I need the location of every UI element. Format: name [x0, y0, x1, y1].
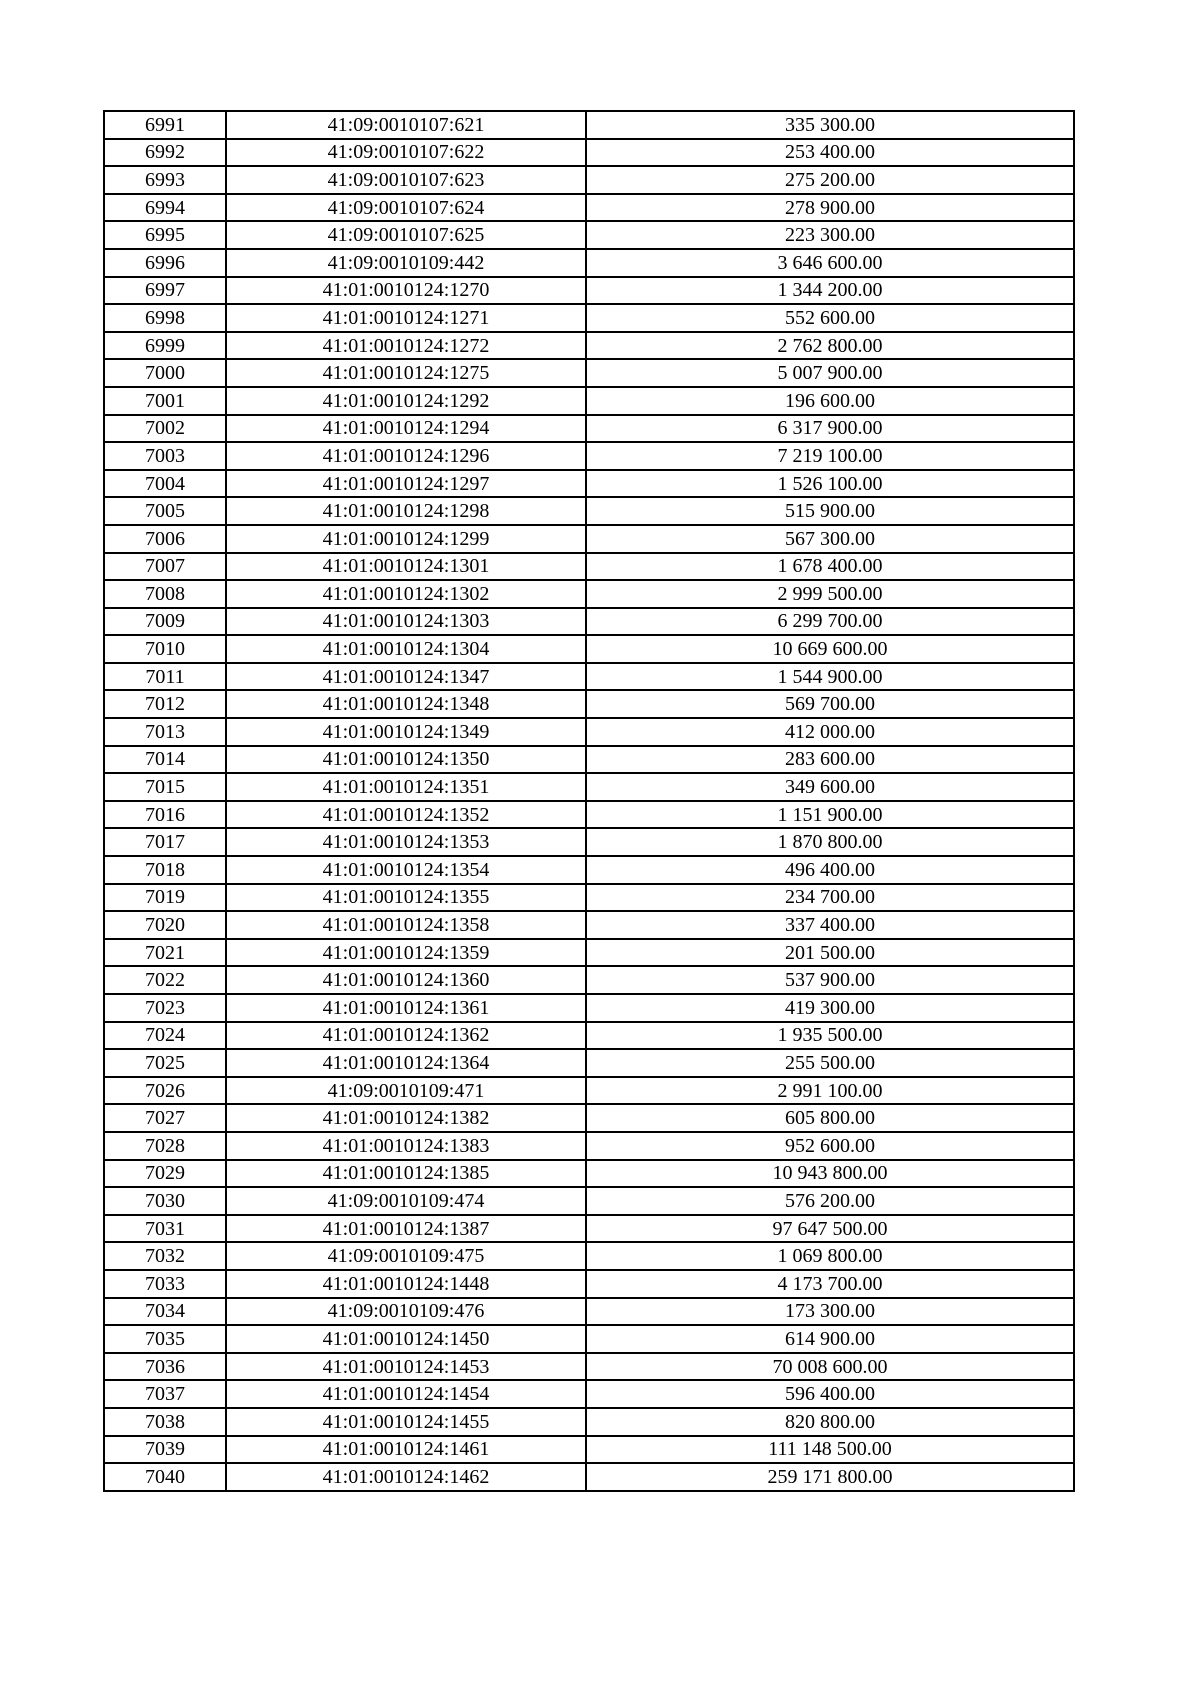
row-number-cell: 7011	[104, 663, 226, 691]
cadastral-number-cell: 41:01:0010124:1299	[226, 525, 586, 553]
cadastral-number-cell: 41:01:0010124:1297	[226, 470, 586, 498]
row-number-cell: 7004	[104, 470, 226, 498]
cadastral-number-cell: 41:09:0010109:475	[226, 1242, 586, 1270]
row-number-cell: 7010	[104, 635, 226, 663]
cadastral-number-cell: 41:01:0010124:1351	[226, 773, 586, 801]
cadastral-number-cell: 41:01:0010124:1387	[226, 1215, 586, 1243]
cadastral-number-cell: 41:09:0010107:625	[226, 221, 586, 249]
cadastral-number-cell: 41:01:0010124:1362	[226, 1022, 586, 1050]
cadastral-value-cell: 1 526 100.00	[586, 470, 1074, 498]
cadastral-number-cell: 41:01:0010124:1455	[226, 1408, 586, 1436]
cadastral-number-cell: 41:01:0010124:1353	[226, 828, 586, 856]
cadastral-value-cell: 5 007 900.00	[586, 359, 1074, 387]
cadastral-number-cell: 41:01:0010124:1358	[226, 911, 586, 939]
table-row	[104, 994, 1074, 1022]
row-number-cell: 7013	[104, 718, 226, 746]
table-row	[104, 580, 1074, 608]
cadastral-value-cell: 537 900.00	[586, 966, 1074, 994]
cadastral-value-cell: 223 300.00	[586, 221, 1074, 249]
table-row	[104, 1463, 1074, 1491]
row-number-cell: 7039	[104, 1436, 226, 1464]
table-row	[104, 497, 1074, 525]
table-row	[104, 939, 1074, 967]
cadastral-number-cell: 41:01:0010124:1385	[226, 1160, 586, 1188]
cadastral-number-cell: 41:01:0010124:1355	[226, 884, 586, 912]
table-row	[104, 966, 1074, 994]
table-row	[104, 1242, 1074, 1270]
cadastral-number-cell: 41:01:0010124:1301	[226, 553, 586, 581]
table-row	[104, 746, 1074, 774]
cadastral-value-cell: 576 200.00	[586, 1187, 1074, 1215]
table-row	[104, 304, 1074, 332]
table-row	[104, 553, 1074, 581]
cadastral-value-cell: 6 299 700.00	[586, 608, 1074, 636]
row-number-cell: 7031	[104, 1215, 226, 1243]
cadastral-value-cell: 255 500.00	[586, 1049, 1074, 1077]
cadastral-value-cell: 2 991 100.00	[586, 1077, 1074, 1105]
cadastral-number-cell: 41:01:0010124:1272	[226, 332, 586, 360]
cadastral-value-cell: 952 600.00	[586, 1132, 1074, 1160]
cadastral-number-cell: 41:01:0010124:1303	[226, 608, 586, 636]
row-number-cell: 7038	[104, 1408, 226, 1436]
table-row	[104, 194, 1074, 222]
row-number-cell: 7025	[104, 1049, 226, 1077]
cadastral-value-cell: 596 400.00	[586, 1380, 1074, 1408]
table-row	[104, 1298, 1074, 1326]
cadastral-value-cell: 3 646 600.00	[586, 249, 1074, 277]
table-row	[104, 828, 1074, 856]
cadastral-value-cell: 4 173 700.00	[586, 1270, 1074, 1298]
cadastral-value-cell: 234 700.00	[586, 884, 1074, 912]
row-number-cell: 6992	[104, 139, 226, 167]
cadastral-number-cell: 41:01:0010124:1270	[226, 277, 586, 305]
cadastral-number-cell: 41:09:0010107:621	[226, 111, 586, 139]
cadastral-number-cell: 41:01:0010124:1292	[226, 387, 586, 415]
cadastral-value-cell: 173 300.00	[586, 1298, 1074, 1326]
table-row	[104, 801, 1074, 829]
row-number-cell: 6997	[104, 277, 226, 305]
table-row	[104, 1408, 1074, 1436]
cadastral-value-cell: 1 344 200.00	[586, 277, 1074, 305]
table-row	[104, 221, 1074, 249]
cadastral-number-cell: 41:09:0010109:474	[226, 1187, 586, 1215]
row-number-cell: 7028	[104, 1132, 226, 1160]
cadastral-number-cell: 41:01:0010124:1454	[226, 1380, 586, 1408]
table-row	[104, 470, 1074, 498]
row-number-cell: 7026	[104, 1077, 226, 1105]
cadastral-value-cell: 614 900.00	[586, 1325, 1074, 1353]
row-number-cell: 7035	[104, 1325, 226, 1353]
table-row	[104, 718, 1074, 746]
cadastral-value-cell: 1 935 500.00	[586, 1022, 1074, 1050]
table-row	[104, 635, 1074, 663]
cadastral-number-cell: 41:01:0010124:1364	[226, 1049, 586, 1077]
row-number-cell: 7029	[104, 1160, 226, 1188]
row-number-cell: 7037	[104, 1380, 226, 1408]
row-number-cell: 7027	[104, 1104, 226, 1132]
cadastral-number-cell: 41:01:0010124:1461	[226, 1436, 586, 1464]
table-row	[104, 525, 1074, 553]
cadastral-value-cell: 10 669 600.00	[586, 635, 1074, 663]
cadastral-value-cell: 6 317 900.00	[586, 415, 1074, 443]
table-row	[104, 911, 1074, 939]
row-number-cell: 7000	[104, 359, 226, 387]
table-row	[104, 1104, 1074, 1132]
row-number-cell: 7014	[104, 746, 226, 774]
table-row	[104, 856, 1074, 884]
cadastral-value-cell: 253 400.00	[586, 139, 1074, 167]
row-number-cell: 7003	[104, 442, 226, 470]
table-row	[104, 1270, 1074, 1298]
cadastral-number-cell: 41:01:0010124:1347	[226, 663, 586, 691]
cadastral-number-cell: 41:01:0010124:1360	[226, 966, 586, 994]
row-number-cell: 7007	[104, 553, 226, 581]
table-row	[104, 1022, 1074, 1050]
cadastral-number-cell: 41:01:0010124:1462	[226, 1463, 586, 1491]
cadastral-number-cell: 41:01:0010124:1294	[226, 415, 586, 443]
cadastral-number-cell: 41:01:0010124:1296	[226, 442, 586, 470]
table-row	[104, 690, 1074, 718]
cadastral-number-cell: 41:09:0010107:622	[226, 139, 586, 167]
table-row	[104, 332, 1074, 360]
row-number-cell: 7001	[104, 387, 226, 415]
row-number-cell: 6991	[104, 111, 226, 139]
row-number-cell: 7005	[104, 497, 226, 525]
row-number-cell: 6998	[104, 304, 226, 332]
table-row	[104, 1049, 1074, 1077]
cadastral-value-cell: 111 148 500.00	[586, 1436, 1074, 1464]
cadastral-value-cell: 412 000.00	[586, 718, 1074, 746]
cadastral-value-cell: 70 008 600.00	[586, 1353, 1074, 1381]
table-row	[104, 1353, 1074, 1381]
row-number-cell: 7022	[104, 966, 226, 994]
cadastral-value-cell: 1 151 900.00	[586, 801, 1074, 829]
row-number-cell: 7019	[104, 884, 226, 912]
cadastral-value-cell: 419 300.00	[586, 994, 1074, 1022]
cadastral-number-cell: 41:01:0010124:1350	[226, 746, 586, 774]
row-number-cell: 6995	[104, 221, 226, 249]
table-row	[104, 387, 1074, 415]
row-number-cell: 6996	[104, 249, 226, 277]
row-number-cell: 7034	[104, 1298, 226, 1326]
cadastral-number-cell: 41:01:0010124:1359	[226, 939, 586, 967]
table-row	[104, 663, 1074, 691]
table-row	[104, 608, 1074, 636]
row-number-cell: 7012	[104, 690, 226, 718]
cadastral-number-cell: 41:09:0010109:476	[226, 1298, 586, 1326]
table-row	[104, 442, 1074, 470]
table-row	[104, 1215, 1074, 1243]
row-number-cell: 7040	[104, 1463, 226, 1491]
cadastral-value-cell: 552 600.00	[586, 304, 1074, 332]
row-number-cell: 7008	[104, 580, 226, 608]
cadastral-number-cell: 41:01:0010124:1448	[226, 1270, 586, 1298]
row-number-cell: 7016	[104, 801, 226, 829]
cadastral-value-cell: 7 219 100.00	[586, 442, 1074, 470]
row-number-cell: 7036	[104, 1353, 226, 1381]
cadastral-number-cell: 41:09:0010109:471	[226, 1077, 586, 1105]
cadastral-value-cell: 275 200.00	[586, 166, 1074, 194]
cadastral-value-cell: 569 700.00	[586, 690, 1074, 718]
cadastral-value-cell: 820 800.00	[586, 1408, 1074, 1436]
cadastral-number-cell: 41:01:0010124:1348	[226, 690, 586, 718]
cadastral-value-cell: 2 762 800.00	[586, 332, 1074, 360]
table-row	[104, 1325, 1074, 1353]
cadastral-value-cell: 567 300.00	[586, 525, 1074, 553]
cadastral-number-cell: 41:01:0010124:1382	[226, 1104, 586, 1132]
table-row	[104, 415, 1074, 443]
cadastral-value-cell: 201 500.00	[586, 939, 1074, 967]
table-row	[104, 884, 1074, 912]
table-row	[104, 1187, 1074, 1215]
row-number-cell: 7015	[104, 773, 226, 801]
cadastral-value-cell: 605 800.00	[586, 1104, 1074, 1132]
table-row	[104, 249, 1074, 277]
table-row	[104, 111, 1074, 139]
table-row	[104, 359, 1074, 387]
row-number-cell: 6994	[104, 194, 226, 222]
row-number-cell: 7021	[104, 939, 226, 967]
row-number-cell: 7032	[104, 1242, 226, 1270]
cadastral-number-cell: 41:09:0010107:623	[226, 166, 586, 194]
row-number-cell: 7024	[104, 1022, 226, 1050]
cadastral-number-cell: 41:01:0010124:1349	[226, 718, 586, 746]
cadastral-number-cell: 41:01:0010124:1450	[226, 1325, 586, 1353]
table-body	[104, 111, 1074, 1491]
table-row	[104, 1132, 1074, 1160]
table-row	[104, 773, 1074, 801]
row-number-cell: 7018	[104, 856, 226, 884]
row-number-cell: 6993	[104, 166, 226, 194]
cadastral-value-cell: 496 400.00	[586, 856, 1074, 884]
cadastral-number-cell: 41:01:0010124:1453	[226, 1353, 586, 1381]
row-number-cell: 7002	[104, 415, 226, 443]
cadastral-number-cell: 41:01:0010124:1298	[226, 497, 586, 525]
cadastral-value-cell: 337 400.00	[586, 911, 1074, 939]
cadastral-value-cell: 2 999 500.00	[586, 580, 1074, 608]
row-number-cell: 7017	[104, 828, 226, 856]
cadastral-value-cell: 1 870 800.00	[586, 828, 1074, 856]
table-row	[104, 1077, 1074, 1105]
cadastral-number-cell: 41:01:0010124:1271	[226, 304, 586, 332]
cadastral-number-cell: 41:01:0010124:1383	[226, 1132, 586, 1160]
cadastral-value-cell: 1 678 400.00	[586, 553, 1074, 581]
cadastral-value-cell: 283 600.00	[586, 746, 1074, 774]
table-row	[104, 1380, 1074, 1408]
cadastral-number-cell: 41:01:0010124:1302	[226, 580, 586, 608]
cadastral-number-cell: 41:09:0010107:624	[226, 194, 586, 222]
cadastral-value-cell: 10 943 800.00	[586, 1160, 1074, 1188]
cadastral-number-cell: 41:01:0010124:1275	[226, 359, 586, 387]
cadastral-value-cell: 97 647 500.00	[586, 1215, 1074, 1243]
table-row	[104, 277, 1074, 305]
row-number-cell: 6999	[104, 332, 226, 360]
table-row	[104, 139, 1074, 167]
row-number-cell: 7030	[104, 1187, 226, 1215]
cadastral-number-cell: 41:01:0010124:1352	[226, 801, 586, 829]
table-row	[104, 1436, 1074, 1464]
cadastral-value-cell: 196 600.00	[586, 387, 1074, 415]
row-number-cell: 7009	[104, 608, 226, 636]
cadastral-value-table	[103, 110, 1075, 1492]
row-number-cell: 7020	[104, 911, 226, 939]
cadastral-value-cell: 1 069 800.00	[586, 1242, 1074, 1270]
cadastral-value-cell: 335 300.00	[586, 111, 1074, 139]
table-row	[104, 166, 1074, 194]
cadastral-value-cell: 278 900.00	[586, 194, 1074, 222]
row-number-cell: 7033	[104, 1270, 226, 1298]
cadastral-number-cell: 41:01:0010124:1304	[226, 635, 586, 663]
row-number-cell: 7006	[104, 525, 226, 553]
row-number-cell: 7023	[104, 994, 226, 1022]
cadastral-number-cell: 41:01:0010124:1354	[226, 856, 586, 884]
cadastral-number-cell: 41:09:0010109:442	[226, 249, 586, 277]
cadastral-value-cell: 1 544 900.00	[586, 663, 1074, 691]
cadastral-value-cell: 515 900.00	[586, 497, 1074, 525]
cadastral-value-cell: 259 171 800.00	[586, 1463, 1074, 1491]
cadastral-number-cell: 41:01:0010124:1361	[226, 994, 586, 1022]
table-row	[104, 1160, 1074, 1188]
cadastral-value-cell: 349 600.00	[586, 773, 1074, 801]
